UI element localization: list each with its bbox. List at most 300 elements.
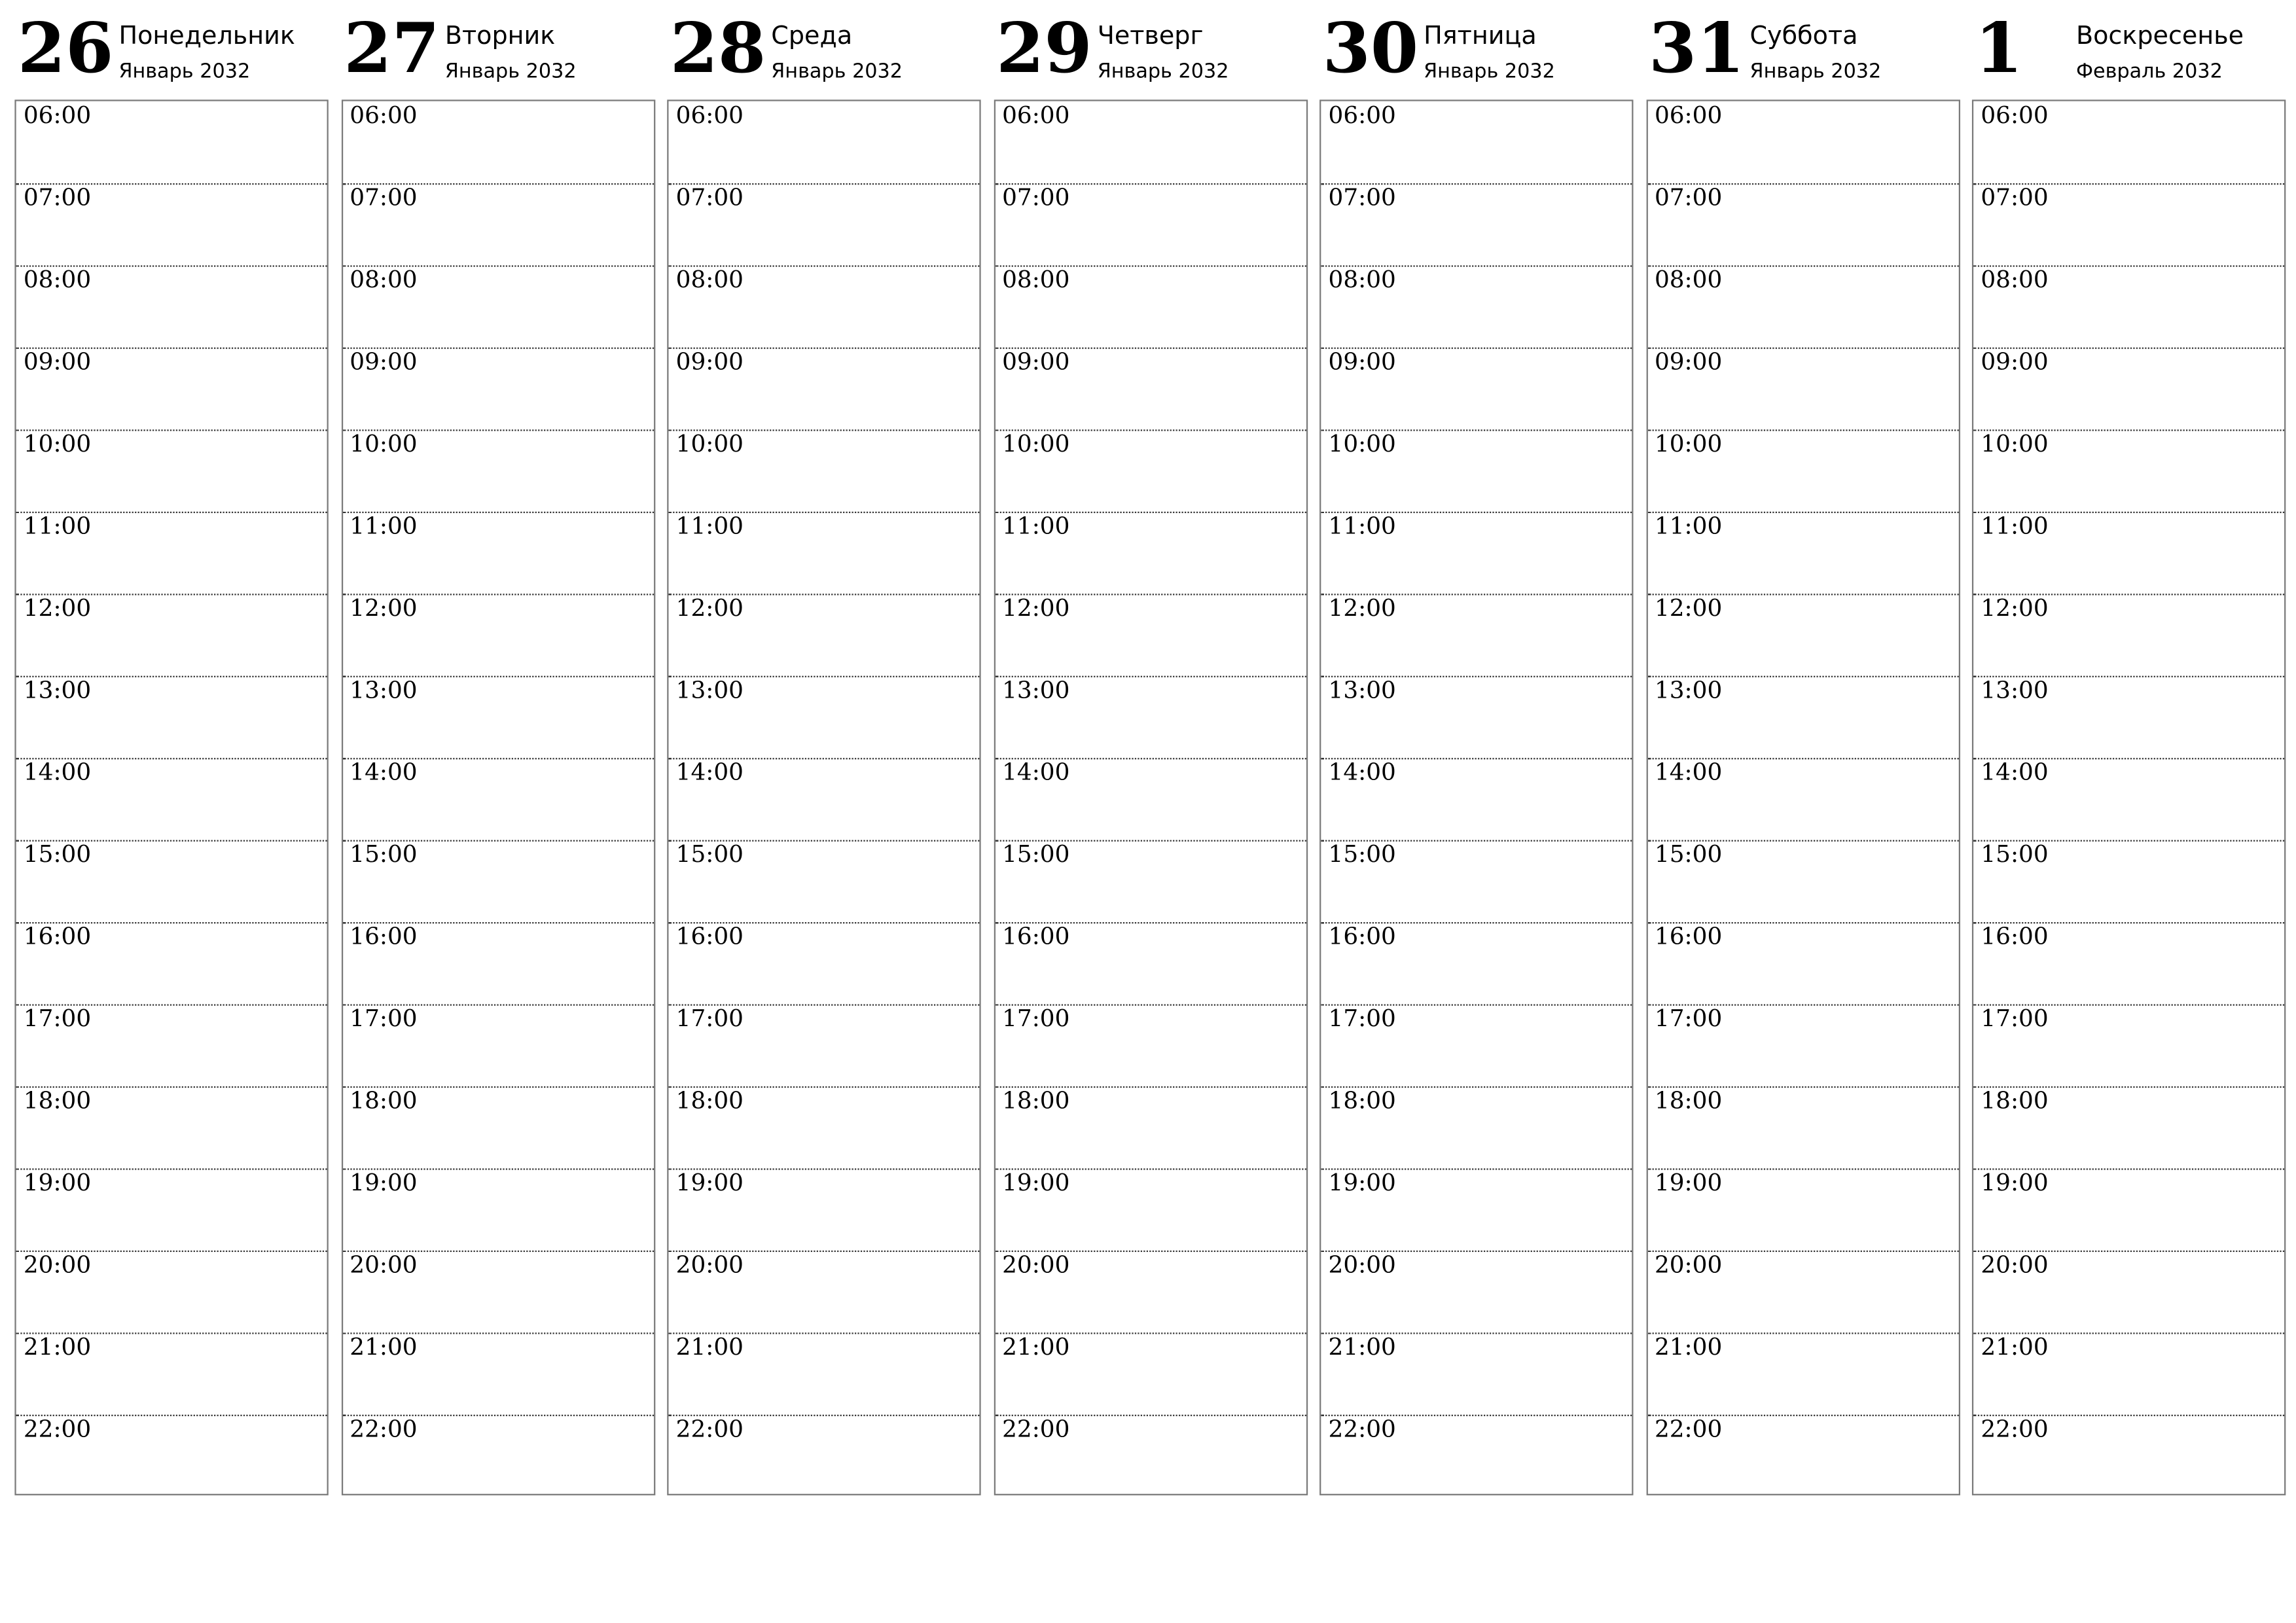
hour-label: 22:00 bbox=[1981, 1414, 2049, 1443]
slot-divider bbox=[1321, 512, 1632, 513]
day-column bbox=[1319, 0, 1633, 1443]
slot-divider bbox=[1647, 1332, 1958, 1334]
slot-divider bbox=[1973, 1415, 2284, 1416]
hour-slot[interactable] bbox=[1647, 512, 1958, 594]
hour-label: 19:00 bbox=[23, 1168, 92, 1196]
slot-divider bbox=[1321, 1332, 1632, 1334]
hour-label: 13:00 bbox=[1654, 675, 1723, 704]
hour-label: 17:00 bbox=[23, 1004, 92, 1033]
slot-divider bbox=[668, 429, 979, 431]
hour-slot[interactable] bbox=[342, 840, 653, 922]
hour-slot[interactable] bbox=[16, 183, 327, 265]
hour-slot[interactable] bbox=[342, 348, 653, 429]
hour-slot[interactable] bbox=[16, 429, 327, 511]
slot-divider bbox=[16, 1415, 327, 1416]
hour-slot[interactable] bbox=[668, 512, 979, 594]
hour-label: 13:00 bbox=[350, 675, 418, 704]
slot-divider bbox=[16, 1251, 327, 1252]
hour-slot[interactable] bbox=[1321, 922, 1632, 1004]
day-schedule-box bbox=[1972, 99, 2286, 1495]
slot-divider bbox=[1321, 1168, 1632, 1169]
slot-divider bbox=[342, 840, 653, 842]
hour-slot[interactable] bbox=[1647, 1332, 1958, 1414]
hour-slot[interactable] bbox=[668, 1168, 979, 1250]
hour-label: 21:00 bbox=[1981, 1332, 2049, 1361]
hour-label: 15:00 bbox=[675, 840, 744, 868]
weekday-name: Вторник bbox=[444, 22, 556, 52]
hour-label: 14:00 bbox=[1002, 758, 1070, 786]
slot-divider bbox=[1647, 840, 1958, 842]
slot-divider bbox=[1973, 1332, 2284, 1334]
hour-label: 10:00 bbox=[1654, 429, 1723, 457]
hour-slot[interactable] bbox=[342, 265, 653, 347]
hour-slot[interactable] bbox=[1647, 922, 1958, 1004]
hour-label: 19:00 bbox=[1328, 1168, 1396, 1196]
hour-slot[interactable] bbox=[1647, 1168, 1958, 1250]
hour-label: 14:00 bbox=[23, 758, 92, 786]
hour-slot[interactable] bbox=[668, 1004, 979, 1086]
day-schedule-box bbox=[1646, 99, 1960, 1495]
hour-slot[interactable] bbox=[995, 676, 1306, 758]
hour-slot[interactable] bbox=[995, 512, 1306, 594]
hour-slot[interactable] bbox=[995, 1004, 1306, 1086]
hour-slot[interactable] bbox=[16, 1332, 327, 1414]
slot-divider bbox=[668, 1415, 979, 1416]
hour-slot[interactable] bbox=[1647, 594, 1958, 675]
hour-label: 11:00 bbox=[1328, 511, 1396, 540]
hour-slot[interactable] bbox=[16, 1086, 327, 1168]
hour-label: 19:00 bbox=[1002, 1168, 1070, 1196]
hour-label: 14:00 bbox=[1328, 758, 1396, 786]
hour-slot[interactable] bbox=[1321, 1086, 1632, 1168]
hour-slot[interactable] bbox=[342, 594, 653, 675]
hour-slot[interactable] bbox=[995, 101, 1306, 183]
day-schedule-box bbox=[14, 99, 328, 1495]
slot-divider bbox=[16, 594, 327, 595]
hour-slot[interactable] bbox=[16, 348, 327, 429]
slot-divider bbox=[16, 1168, 327, 1169]
hour-slot[interactable] bbox=[1647, 1004, 1958, 1086]
slot-divider bbox=[668, 676, 979, 677]
hour-label: 10:00 bbox=[23, 429, 92, 457]
hour-label: 08:00 bbox=[23, 265, 92, 294]
hour-slot[interactable] bbox=[1973, 265, 2284, 347]
hour-slot[interactable] bbox=[1647, 676, 1958, 758]
slot-divider bbox=[1647, 1004, 1958, 1005]
hour-slot[interactable] bbox=[668, 594, 979, 675]
hour-slot[interactable] bbox=[1973, 676, 2284, 758]
hour-slot[interactable] bbox=[1321, 1004, 1632, 1086]
slot-divider bbox=[1321, 265, 1632, 266]
slot-divider bbox=[1647, 922, 1958, 923]
slot-divider bbox=[1973, 758, 2284, 759]
hour-slot[interactable] bbox=[342, 512, 653, 594]
hour-slot[interactable] bbox=[668, 922, 979, 1004]
hour-slot[interactable] bbox=[668, 758, 979, 840]
hour-label: 20:00 bbox=[675, 1250, 744, 1279]
hour-slot[interactable] bbox=[1647, 1415, 1958, 1497]
hour-slot[interactable] bbox=[1321, 265, 1632, 347]
slot-divider bbox=[1647, 758, 1958, 759]
hour-slot[interactable] bbox=[342, 1332, 653, 1414]
hour-label: 15:00 bbox=[23, 840, 92, 868]
hour-slot[interactable] bbox=[1647, 348, 1958, 429]
slot-divider bbox=[1647, 1086, 1958, 1088]
hour-slot[interactable] bbox=[1973, 1168, 2284, 1250]
slot-divider bbox=[1321, 1251, 1632, 1252]
hour-slot[interactable] bbox=[995, 429, 1306, 511]
hour-label: 21:00 bbox=[1002, 1332, 1070, 1361]
hour-slot[interactable] bbox=[1321, 594, 1632, 675]
weekday-name: Четверг bbox=[1097, 22, 1204, 52]
hour-slot[interactable] bbox=[995, 348, 1306, 429]
hour-slot[interactable] bbox=[16, 840, 327, 922]
hour-slot[interactable] bbox=[995, 922, 1306, 1004]
weekday-name: Среда bbox=[771, 22, 853, 52]
hour-label: 09:00 bbox=[23, 347, 92, 376]
slot-divider bbox=[1321, 758, 1632, 759]
slot-divider bbox=[1973, 429, 2284, 431]
hour-label: 19:00 bbox=[1981, 1168, 2049, 1196]
hour-label: 06:00 bbox=[1981, 101, 2049, 130]
slot-divider bbox=[668, 348, 979, 349]
hour-slot[interactable] bbox=[1973, 1415, 2284, 1497]
slot-divider bbox=[1647, 429, 1958, 431]
hour-label: 14:00 bbox=[350, 758, 418, 786]
slot-divider bbox=[1647, 1251, 1958, 1252]
hour-label: 06:00 bbox=[350, 101, 418, 130]
hour-slot[interactable] bbox=[995, 183, 1306, 265]
slot-divider bbox=[1321, 429, 1632, 431]
hour-label: 15:00 bbox=[1654, 840, 1723, 868]
hour-slot[interactable] bbox=[1647, 183, 1958, 265]
hour-slot[interactable] bbox=[668, 1332, 979, 1414]
hour-slot[interactable] bbox=[668, 840, 979, 922]
hour-slot[interactable] bbox=[995, 1415, 1306, 1497]
hour-slot[interactable] bbox=[668, 676, 979, 758]
slot-divider bbox=[342, 265, 653, 266]
slot-divider bbox=[668, 1332, 979, 1334]
slot-divider bbox=[342, 1415, 653, 1416]
hour-slot[interactable] bbox=[1321, 101, 1632, 183]
hour-label: 13:00 bbox=[1981, 675, 2049, 704]
hour-slot[interactable] bbox=[1647, 265, 1958, 347]
hour-slot[interactable] bbox=[1973, 429, 2284, 511]
hour-slot[interactable] bbox=[1973, 1332, 2284, 1414]
slot-divider bbox=[668, 265, 979, 266]
hour-label: 07:00 bbox=[1328, 183, 1396, 211]
hour-slot[interactable] bbox=[1321, 1332, 1632, 1414]
hour-label: 11:00 bbox=[1654, 511, 1723, 540]
hour-slot[interactable] bbox=[1973, 1004, 2284, 1086]
hour-slot[interactable] bbox=[1321, 676, 1632, 758]
hour-label: 07:00 bbox=[1981, 183, 2049, 211]
hour-label: 15:00 bbox=[350, 840, 418, 868]
hour-label: 21:00 bbox=[675, 1332, 744, 1361]
hour-slot[interactable] bbox=[1321, 1251, 1632, 1332]
hour-slot[interactable] bbox=[668, 183, 979, 265]
hour-slot[interactable] bbox=[995, 1168, 1306, 1250]
hour-label: 20:00 bbox=[1981, 1250, 2049, 1279]
slot-divider bbox=[1321, 348, 1632, 349]
hour-label: 16:00 bbox=[23, 922, 92, 950]
slot-divider bbox=[342, 1251, 653, 1252]
slot-divider bbox=[668, 922, 979, 923]
hour-slot[interactable] bbox=[1973, 840, 2284, 922]
hour-slot[interactable] bbox=[1973, 348, 2284, 429]
day-column bbox=[1646, 0, 1960, 1443]
hour-slot[interactable] bbox=[16, 922, 327, 1004]
hour-slot[interactable] bbox=[1973, 101, 2284, 183]
hour-label: 07:00 bbox=[350, 183, 418, 211]
hour-slot[interactable] bbox=[16, 101, 327, 183]
month-year: Февраль 2032 bbox=[2075, 60, 2223, 84]
slot-divider bbox=[1321, 1415, 1632, 1416]
day-header bbox=[14, 0, 328, 99]
hour-label: 20:00 bbox=[1328, 1250, 1396, 1279]
hour-slot[interactable] bbox=[1321, 429, 1632, 511]
hour-label: 20:00 bbox=[23, 1250, 92, 1279]
hour-label: 13:00 bbox=[23, 675, 92, 704]
hour-label: 12:00 bbox=[1981, 594, 2049, 622]
hour-label: 21:00 bbox=[23, 1332, 92, 1361]
hour-slot[interactable] bbox=[16, 1004, 327, 1086]
hour-slot[interactable] bbox=[1321, 1168, 1632, 1250]
hour-slot[interactable] bbox=[995, 265, 1306, 347]
hour-slot[interactable] bbox=[995, 840, 1306, 922]
hour-label: 19:00 bbox=[675, 1168, 744, 1196]
hour-slot[interactable] bbox=[342, 676, 653, 758]
hour-label: 16:00 bbox=[1654, 922, 1723, 950]
slot-divider bbox=[1973, 183, 2284, 185]
hour-slot[interactable] bbox=[668, 1086, 979, 1168]
hour-slot[interactable] bbox=[16, 676, 327, 758]
hour-label: 22:00 bbox=[1654, 1414, 1723, 1443]
hour-slot[interactable] bbox=[342, 1168, 653, 1250]
slot-divider bbox=[1973, 1004, 2284, 1005]
hour-slot[interactable] bbox=[1973, 922, 2284, 1004]
hour-label: 12:00 bbox=[1654, 594, 1723, 622]
hour-slot[interactable] bbox=[342, 429, 653, 511]
hour-label: 13:00 bbox=[675, 675, 744, 704]
hour-slot[interactable] bbox=[1647, 840, 1958, 922]
hour-slot[interactable] bbox=[342, 758, 653, 840]
hour-label: 14:00 bbox=[1654, 758, 1723, 786]
hour-label: 09:00 bbox=[350, 347, 418, 376]
hour-label: 08:00 bbox=[1981, 265, 2049, 294]
hour-slot[interactable] bbox=[1321, 348, 1632, 429]
hour-slot[interactable] bbox=[342, 1004, 653, 1086]
slot-divider bbox=[1973, 1251, 2284, 1252]
hour-slot[interactable] bbox=[16, 1168, 327, 1250]
hour-label: 11:00 bbox=[1002, 511, 1070, 540]
slot-divider bbox=[668, 1004, 979, 1005]
hour-slot[interactable] bbox=[16, 758, 327, 840]
hour-label: 08:00 bbox=[1654, 265, 1723, 294]
hour-slot[interactable] bbox=[342, 1086, 653, 1168]
slot-divider bbox=[16, 429, 327, 431]
hour-label: 17:00 bbox=[1328, 1004, 1396, 1033]
hour-label: 06:00 bbox=[23, 101, 92, 130]
slot-divider bbox=[342, 348, 653, 349]
slot-divider bbox=[16, 922, 327, 923]
day-column bbox=[14, 0, 328, 1443]
slot-divider bbox=[995, 1086, 1306, 1088]
hour-label: 20:00 bbox=[1654, 1250, 1723, 1279]
slot-divider bbox=[1973, 594, 2284, 595]
hour-slot[interactable] bbox=[995, 1086, 1306, 1168]
slot-divider bbox=[342, 429, 653, 431]
hour-slot[interactable] bbox=[668, 348, 979, 429]
hour-slot[interactable] bbox=[995, 758, 1306, 840]
hour-slot[interactable] bbox=[995, 1251, 1306, 1332]
hour-label: 08:00 bbox=[1002, 265, 1070, 294]
slot-divider bbox=[1321, 183, 1632, 185]
hour-slot[interactable] bbox=[342, 922, 653, 1004]
day-schedule-box bbox=[1319, 99, 1633, 1495]
slot-divider bbox=[995, 512, 1306, 513]
day-column bbox=[1972, 0, 2286, 1443]
hour-label: 15:00 bbox=[1328, 840, 1396, 868]
slot-divider bbox=[668, 840, 979, 842]
hour-slot[interactable] bbox=[1973, 594, 2284, 675]
day-schedule-box bbox=[341, 99, 655, 1495]
slot-divider bbox=[1647, 1415, 1958, 1416]
hour-slot[interactable] bbox=[1973, 1251, 2284, 1332]
slot-divider bbox=[995, 840, 1306, 842]
hour-slot[interactable] bbox=[1973, 512, 2284, 594]
slot-divider bbox=[995, 922, 1306, 923]
hour-label: 10:00 bbox=[1002, 429, 1070, 457]
slot-divider bbox=[16, 758, 327, 759]
hour-label: 14:00 bbox=[1981, 758, 2049, 786]
hour-slot[interactable] bbox=[1321, 840, 1632, 922]
day-header bbox=[341, 0, 655, 99]
slot-divider bbox=[342, 1004, 653, 1005]
hour-label: 13:00 bbox=[1328, 675, 1396, 704]
slot-divider bbox=[342, 676, 653, 677]
day-column bbox=[667, 0, 980, 1443]
day-number: 29 bbox=[996, 9, 1092, 90]
hour-label: 06:00 bbox=[675, 101, 744, 130]
slot-divider bbox=[16, 348, 327, 349]
hour-slot[interactable] bbox=[668, 101, 979, 183]
slot-divider bbox=[1973, 512, 2284, 513]
weekday-name: Суббота bbox=[1749, 22, 1858, 52]
hour-label: 10:00 bbox=[1981, 429, 2049, 457]
hour-slot[interactable] bbox=[16, 594, 327, 675]
weekday-name: Воскресенье bbox=[2075, 22, 2244, 52]
day-number: 30 bbox=[1322, 9, 1419, 90]
hour-slot[interactable] bbox=[1973, 758, 2284, 840]
hour-slot[interactable] bbox=[1647, 758, 1958, 840]
hour-slot[interactable] bbox=[995, 594, 1306, 675]
slot-divider bbox=[342, 922, 653, 923]
hour-slot[interactable] bbox=[342, 101, 653, 183]
hour-slot[interactable] bbox=[342, 1415, 653, 1497]
hour-label: 22:00 bbox=[350, 1414, 418, 1443]
hour-slot[interactable] bbox=[1647, 101, 1958, 183]
hour-slot[interactable] bbox=[1321, 183, 1632, 265]
slot-divider bbox=[1321, 1086, 1632, 1088]
day-number: 28 bbox=[670, 9, 766, 90]
hour-label: 09:00 bbox=[675, 347, 744, 376]
slot-divider bbox=[995, 594, 1306, 595]
hour-label: 17:00 bbox=[1981, 1004, 2049, 1033]
day-schedule-box bbox=[667, 99, 980, 1495]
slot-divider bbox=[995, 183, 1306, 185]
hour-slot[interactable] bbox=[16, 265, 327, 347]
hour-label: 09:00 bbox=[1981, 347, 2049, 376]
hour-slot[interactable] bbox=[1973, 183, 2284, 265]
hour-slot[interactable] bbox=[1973, 1086, 2284, 1168]
hour-label: 13:00 bbox=[1002, 675, 1070, 704]
hour-label: 21:00 bbox=[1654, 1332, 1723, 1361]
hour-slot[interactable] bbox=[342, 1251, 653, 1332]
hour-slot[interactable] bbox=[342, 183, 653, 265]
slot-divider bbox=[16, 676, 327, 677]
hour-label: 12:00 bbox=[675, 594, 744, 622]
day-number: 27 bbox=[344, 9, 440, 90]
hour-slot[interactable] bbox=[16, 512, 327, 594]
slot-divider bbox=[1973, 1168, 2284, 1169]
hour-label: 09:00 bbox=[1328, 347, 1396, 376]
slot-divider bbox=[1647, 594, 1958, 595]
hour-label: 12:00 bbox=[1328, 594, 1396, 622]
hour-slot[interactable] bbox=[1647, 1086, 1958, 1168]
hour-label: 16:00 bbox=[1981, 922, 2049, 950]
slot-divider bbox=[1647, 512, 1958, 513]
hour-slot[interactable] bbox=[16, 1251, 327, 1332]
hour-label: 16:00 bbox=[350, 922, 418, 950]
day-number: 1 bbox=[1975, 9, 2023, 90]
hour-slot[interactable] bbox=[1647, 1251, 1958, 1332]
hour-slot[interactable] bbox=[668, 429, 979, 511]
hour-label: 20:00 bbox=[350, 1250, 418, 1279]
hour-label: 22:00 bbox=[1002, 1414, 1070, 1443]
hour-slot[interactable] bbox=[1321, 512, 1632, 594]
slot-divider bbox=[995, 758, 1306, 759]
slot-divider bbox=[342, 512, 653, 513]
hour-label: 06:00 bbox=[1328, 101, 1396, 130]
slot-divider bbox=[16, 1004, 327, 1005]
hour-slot[interactable] bbox=[16, 1415, 327, 1497]
slot-divider bbox=[995, 676, 1306, 677]
hour-slot[interactable] bbox=[1321, 758, 1632, 840]
slot-divider bbox=[1973, 922, 2284, 923]
hour-label: 18:00 bbox=[675, 1086, 744, 1115]
hour-slot[interactable] bbox=[668, 265, 979, 347]
hour-label: 15:00 bbox=[1002, 840, 1070, 868]
hour-label: 07:00 bbox=[1002, 183, 1070, 211]
hour-label: 21:00 bbox=[1328, 1332, 1396, 1361]
hour-slot[interactable] bbox=[1647, 429, 1958, 511]
day-number: 31 bbox=[1648, 9, 1745, 90]
hour-label: 12:00 bbox=[1002, 594, 1070, 622]
slot-divider bbox=[1647, 348, 1958, 349]
hour-label: 06:00 bbox=[1002, 101, 1070, 130]
month-year: Январь 2032 bbox=[1097, 60, 1229, 84]
hour-slot[interactable] bbox=[668, 1251, 979, 1332]
hour-label: 08:00 bbox=[1328, 265, 1396, 294]
hour-slot[interactable] bbox=[668, 1415, 979, 1497]
hour-label: 18:00 bbox=[350, 1086, 418, 1115]
hour-slot[interactable] bbox=[995, 1332, 1306, 1414]
weekday-name: Пятница bbox=[1424, 22, 1537, 52]
hour-slot[interactable] bbox=[1321, 1415, 1632, 1497]
hour-label: 11:00 bbox=[1981, 511, 2049, 540]
hour-label: 19:00 bbox=[1654, 1168, 1723, 1196]
